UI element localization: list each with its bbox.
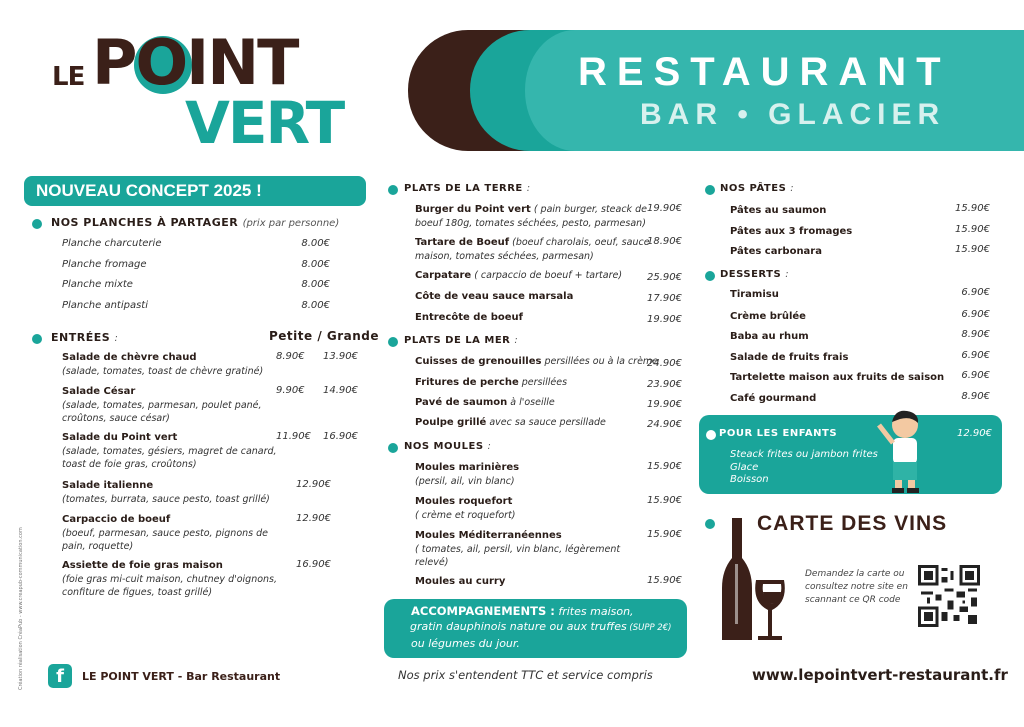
- item-description: (tomates, burrata, sauce pesto, toast grillé): [62, 493, 270, 505]
- list-item: [62, 258, 330, 272]
- child-illustration: [875, 407, 935, 495]
- item-name: Pâtes carbonara: [730, 246, 822, 257]
- enfants-price: 12.90€: [957, 428, 992, 439]
- item-name: Entrecôte de boeuf: [415, 312, 523, 323]
- price-note: Nos prix s'entendent TTC et service compris: [398, 668, 653, 682]
- section-title: ENTRÉES: [51, 331, 111, 344]
- item-description: boeuf 180g, tomates séchées, pesto, parmesan): [415, 217, 646, 229]
- item-name: Carpaccio de boeuf: [62, 514, 171, 525]
- enfants-item: Steack frites ou jambon frites: [730, 449, 878, 460]
- supplement-note: (SUPP 2€): [626, 623, 672, 633]
- colon: :: [790, 183, 794, 194]
- section-title: PLATS DE LA TERRE: [404, 183, 523, 194]
- bullet-icon: [388, 443, 398, 453]
- item-name: Burger du Point vert: [415, 204, 531, 215]
- list-item: [415, 495, 682, 522]
- list-item: [62, 237, 330, 251]
- item-name: Cuisses de grenouilles: [415, 356, 542, 367]
- list-item: [415, 376, 682, 390]
- item-price: 6.90€: [961, 309, 990, 320]
- item-description: ( tomates, ail, persil, vin blanc, légèrement: [415, 543, 621, 555]
- size-columns: Petite / Grande: [269, 329, 380, 343]
- list-item: [415, 416, 682, 430]
- list-item: [62, 278, 330, 292]
- item-name: Pâtes au saumon: [730, 205, 827, 216]
- section-mer: [404, 335, 518, 346]
- enfants-items: [730, 449, 878, 487]
- item-price: 19.90€: [647, 314, 682, 325]
- item-name: Salade du Point vert: [62, 432, 178, 443]
- item-price: 6.90€: [961, 287, 990, 298]
- item-price: 18.90€: [647, 236, 682, 247]
- header-title: RESTAURANT: [578, 50, 951, 94]
- section-title: NOS MOULES: [404, 441, 484, 452]
- item-price: 8.00€: [301, 300, 330, 311]
- colon: :: [785, 269, 789, 280]
- list-item: [415, 575, 682, 589]
- item-name: Crème brûlée: [730, 311, 806, 322]
- item-price: 25.90€: [647, 272, 682, 283]
- wine-text-line: Demandez la carte ou: [805, 569, 905, 579]
- facebook-icon[interactable]: f: [48, 664, 72, 688]
- website-link[interactable]: www.lepointvert-restaurant.fr: [752, 666, 1008, 684]
- price-petite: 11.90€: [276, 431, 311, 442]
- accompagnements-line: ou légumes du jour.: [411, 637, 520, 650]
- section-pates: [720, 183, 794, 194]
- item-price: 19.90€: [647, 203, 682, 214]
- item-name: Planche mixte: [62, 279, 133, 290]
- item-price: 8.00€: [301, 259, 330, 270]
- section-note: (prix par personne): [242, 218, 340, 229]
- list-item: [415, 203, 682, 230]
- list-item: [415, 396, 682, 410]
- item-name: Salade de chèvre chaud: [62, 352, 197, 363]
- item-description: (foie gras mi-cuit maison, chutney d'oignons,: [62, 573, 278, 585]
- item-name: Baba au rhum: [730, 331, 809, 342]
- item-name: Moules au curry: [415, 576, 506, 587]
- item-description: (salade, tomates, toast de chèvre gratiné): [62, 365, 264, 377]
- table-row: [62, 559, 372, 600]
- concept-banner: NOUVEAU CONCEPT 2025 !: [24, 176, 366, 206]
- credit-text: Création réalisation CréaPub - www.creapub-communication.com: [18, 527, 24, 690]
- item-price: 15.90€: [647, 575, 682, 586]
- bullet-icon: [705, 271, 715, 281]
- table-row: [62, 479, 372, 506]
- item-name: Tiramisu: [730, 289, 779, 300]
- accompagnements-title: ACCOMPAGNEMENTS :: [411, 604, 555, 618]
- bullet-icon: [32, 219, 42, 229]
- item-name: Poulpe grillé: [415, 417, 487, 428]
- price-grande: 13.90€: [323, 351, 358, 362]
- item-description: toast de foie gras, croûtons): [62, 459, 197, 470]
- item-description: (salade, tomates, parmesan, poulet pané,: [62, 399, 262, 411]
- logo-point: POINT: [92, 26, 298, 99]
- colon: :: [526, 183, 531, 194]
- table-row: [62, 513, 372, 554]
- item-price: 19.90€: [647, 399, 682, 410]
- list-item: [730, 288, 990, 302]
- item-description: (salade, tomates, gésiers, magret de canard,: [62, 445, 277, 457]
- list-item: [730, 371, 990, 385]
- price-grande: 16.90€: [323, 431, 358, 442]
- price-petite: 8.90€: [276, 351, 305, 362]
- section-terre: [404, 183, 530, 194]
- facebook-page-link[interactable]: LE POINT VERT - Bar Restaurant: [82, 670, 281, 683]
- item-price: 15.90€: [647, 495, 682, 506]
- item-price: 23.90€: [647, 379, 682, 390]
- item-name: Café gourmand: [730, 393, 817, 404]
- item-description: pain, roquette): [62, 541, 134, 552]
- section-desserts: [720, 269, 789, 280]
- wine-text-line: consultez notre site en: [805, 582, 908, 592]
- list-item: [730, 310, 990, 324]
- list-item: [415, 311, 682, 325]
- item-price: 15.90€: [955, 203, 990, 214]
- list-item: [415, 529, 682, 570]
- table-row: [62, 431, 372, 472]
- item-name: Tartare de Boeuf: [415, 237, 510, 248]
- list-item: [730, 245, 990, 259]
- item-price: 8.00€: [301, 238, 330, 249]
- wine-list-title: CARTE DES VINS: [757, 512, 948, 535]
- bullet-icon: [388, 337, 398, 347]
- item-price: 24.90€: [647, 358, 682, 369]
- item-name: Moules marinières: [415, 462, 520, 473]
- item-price: 8.00€: [301, 279, 330, 290]
- price-grande: 14.90€: [323, 385, 358, 396]
- item-price: 6.90€: [961, 350, 990, 361]
- colon: :: [114, 333, 118, 344]
- list-item: [415, 290, 682, 304]
- bullet-icon: [32, 334, 42, 344]
- logo-vert: VERT: [185, 89, 344, 157]
- colon: :: [487, 441, 491, 452]
- item-price: 15.90€: [647, 461, 682, 472]
- item-description: (boeuf charolais, oeuf, sauce: [509, 237, 650, 248]
- item-description: avec sa sauce persillade: [486, 417, 606, 428]
- bullet-icon: [705, 519, 715, 529]
- price-petite: 9.90€: [276, 385, 305, 396]
- item-name: Moules Méditerranéennes: [415, 530, 562, 541]
- list-item: [62, 299, 330, 313]
- item-price: 15.90€: [955, 224, 990, 235]
- accompagnements-box: [384, 599, 687, 658]
- item-price: 8.90€: [961, 391, 990, 402]
- item-description: (persil, ail, vin blanc): [415, 475, 515, 487]
- list-item: [730, 351, 990, 365]
- item-name: Assiette de foie gras maison: [62, 560, 223, 571]
- section-title: PLATS DE LA MER: [404, 335, 511, 346]
- item-description: maison, tomates séchées, parmesan): [415, 250, 594, 262]
- enfants-box: [699, 415, 1002, 494]
- item-description: ( crème et roquefort): [415, 509, 516, 521]
- item-description: à l'oseille: [507, 397, 555, 408]
- list-item: [730, 392, 990, 406]
- accompagnements-line: frites maison,: [554, 605, 634, 618]
- wine-list-text: [805, 568, 908, 607]
- item-name: Salade italienne: [62, 480, 154, 491]
- section-planches: [51, 216, 339, 229]
- item-description: ( carpaccio de boeuf + tartare): [471, 270, 623, 281]
- table-row: [62, 351, 372, 378]
- item-name: Pavé de saumon: [415, 397, 508, 408]
- item-description: persillées ou à la crème: [541, 356, 659, 367]
- section-title: DESSERTS: [720, 269, 782, 280]
- colon: :: [514, 335, 518, 346]
- enfants-item: Glace: [730, 461, 759, 473]
- section-title: NOS PLANCHES À PARTAGER: [51, 216, 239, 229]
- logo-le: LE: [52, 62, 85, 92]
- wine-text-line: scannant ce QR code: [805, 595, 901, 605]
- bullet-icon: [705, 185, 715, 195]
- section-title: NOS PÂTES: [720, 183, 787, 194]
- item-description: ( pain burger, steack de: [530, 204, 647, 215]
- item-name: Pâtes aux 3 fromages: [730, 226, 853, 237]
- item-price: 6.90€: [961, 370, 990, 381]
- section-moules: [404, 441, 491, 452]
- item-description: relevé): [415, 557, 449, 568]
- item-price: 24.90€: [647, 419, 682, 430]
- qr-code[interactable]: [918, 565, 980, 627]
- item-name: Fritures de perche: [415, 377, 519, 388]
- item-name: Planche charcuterie: [62, 238, 162, 249]
- item-name: Côte de veau sauce marsala: [415, 291, 574, 302]
- list-item: [730, 330, 990, 344]
- list-item: [415, 269, 682, 283]
- list-item: [730, 204, 990, 218]
- enfants-title: POUR LES ENFANTS: [719, 428, 838, 439]
- item-description: croûtons, sauce césar): [62, 413, 170, 424]
- bullet-icon: [388, 185, 398, 195]
- enfants-item: Boisson: [730, 474, 769, 485]
- list-item: [415, 236, 682, 263]
- item-name: Tartelette maison aux fruits de saison: [730, 372, 945, 383]
- item-name: Salade César: [62, 386, 136, 397]
- item-price: 15.90€: [647, 529, 682, 540]
- header-subtitle: BAR • GLACIER: [640, 98, 946, 131]
- item-name: Planche antipasti: [62, 300, 148, 311]
- item-price: 12.90€: [296, 479, 331, 490]
- item-price: 16.90€: [296, 559, 331, 570]
- item-name: Planche fromage: [62, 259, 147, 270]
- list-item: [415, 461, 682, 488]
- section-entrees: [51, 331, 118, 344]
- table-row: [62, 385, 372, 426]
- item-description: confiture de figues, toast grillé): [62, 587, 213, 598]
- item-description: persillées: [518, 377, 568, 388]
- item-price: 12.90€: [296, 513, 331, 524]
- item-name: Carpatare: [415, 270, 472, 281]
- list-item: [415, 355, 682, 369]
- item-description: (boeuf, parmesan, sauce pesto, pignons de: [62, 527, 268, 539]
- item-price: 17.90€: [647, 293, 682, 304]
- item-name: Moules roquefort: [415, 496, 513, 507]
- accompagnements-line: gratin dauphinois nature ou aux truffes: [410, 620, 627, 633]
- item-price: 15.90€: [955, 244, 990, 255]
- list-item: [730, 225, 990, 239]
- bullet-icon: [706, 430, 716, 440]
- item-price: 8.90€: [961, 329, 990, 340]
- item-name: Salade de fruits frais: [730, 352, 849, 363]
- wine-bottle-glass-icon: [722, 516, 794, 644]
